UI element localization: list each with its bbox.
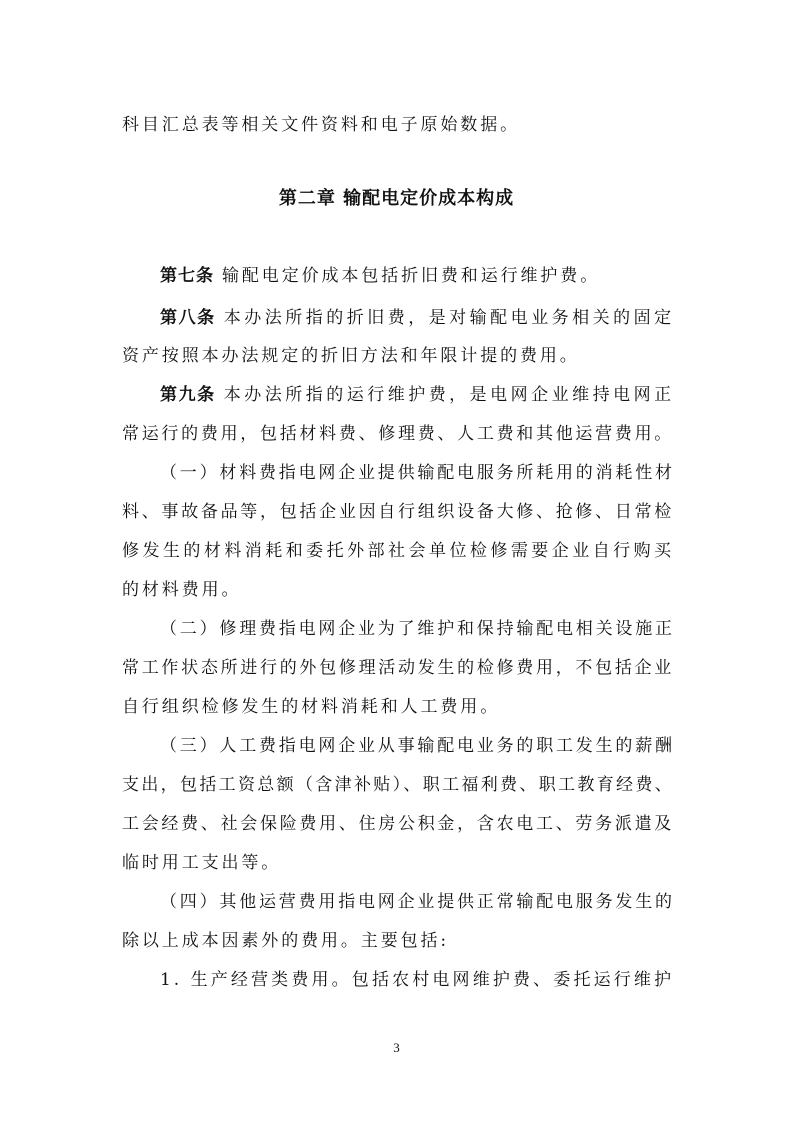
page-number: 3 xyxy=(393,1040,400,1055)
item-4-line-1: （四）其他运营费用指电网企业提供正常输配电服务发生的 xyxy=(160,892,675,912)
item-3-line-1: （三）人工费指电网企业从事输配电业务的职工发生的薪酬 xyxy=(160,736,675,756)
continuation-text: 科目汇总表等相关文件资料和电子原始数据。 xyxy=(122,115,520,135)
item-1-line-4: 的材料费用。 xyxy=(122,580,242,600)
chapter-heading: 第二章 输配电定价成本构成 xyxy=(278,188,515,209)
article-8-number: 第八条 xyxy=(160,308,216,328)
article-9-text: 本办法所指的运行维护费，是电网企业维持电网正 xyxy=(223,385,674,405)
article-8-line-2: 资产按照本办法规定的折旧方法和年限计提的费用。 xyxy=(122,346,580,366)
item-2-line-1: （二）修理费指电网企业为了维护和保持输配电相关设施正 xyxy=(160,619,675,639)
item-2-line-2: 常工作状态所进行的外包修理活动发生的检修费用，不包括企业 xyxy=(122,658,674,678)
article-9-line-1 xyxy=(160,384,674,406)
article-8-line-1 xyxy=(160,307,674,329)
item-3-line-4: 临时用工支出等。 xyxy=(122,853,282,873)
item-1-line-2: 料、事故备品等，包括企业因自行组织设备大修、抢修、日常检 xyxy=(122,502,674,522)
item-3-line-2: 支出，包括工资总额（含津补贴）、职工福利费、职工教育经费、 xyxy=(122,775,674,795)
article-9-number: 第九条 xyxy=(160,385,216,405)
item-4-line-2: 除以上成本因素外的费用。主要包括: xyxy=(122,931,450,951)
item-3-line-3: 工会经费、社会保险费用、住房公积金，含农电工、劳务派遣及 xyxy=(122,814,674,834)
article-7-text: 输配电定价成本包括折旧费和运行维护费。 xyxy=(222,266,601,286)
article-8-text: 本办法所指的折旧费，是对输配电业务相关的固定 xyxy=(223,308,674,328)
item-1-line-1: （一）材料费指电网企业提供输配电服务所耗用的消耗性材 xyxy=(160,463,675,483)
article-7-number: 第七条 xyxy=(160,266,214,286)
sub-item-1-line-1: 1. 生产经营类费用。包括农村电网维护费、委托运行维护 xyxy=(160,970,674,990)
article-7-line-1 xyxy=(160,265,674,287)
item-2-line-3: 自行组织检修发生的材料消耗和人工费用。 xyxy=(122,697,501,717)
article-9-line-2: 常运行的费用，包括材料费、修理费、人工费和其他运营费用。 xyxy=(122,424,674,444)
item-1-line-3: 修发生的材料消耗和委托外部社会单位检修需要企业自行购买 xyxy=(122,541,674,561)
